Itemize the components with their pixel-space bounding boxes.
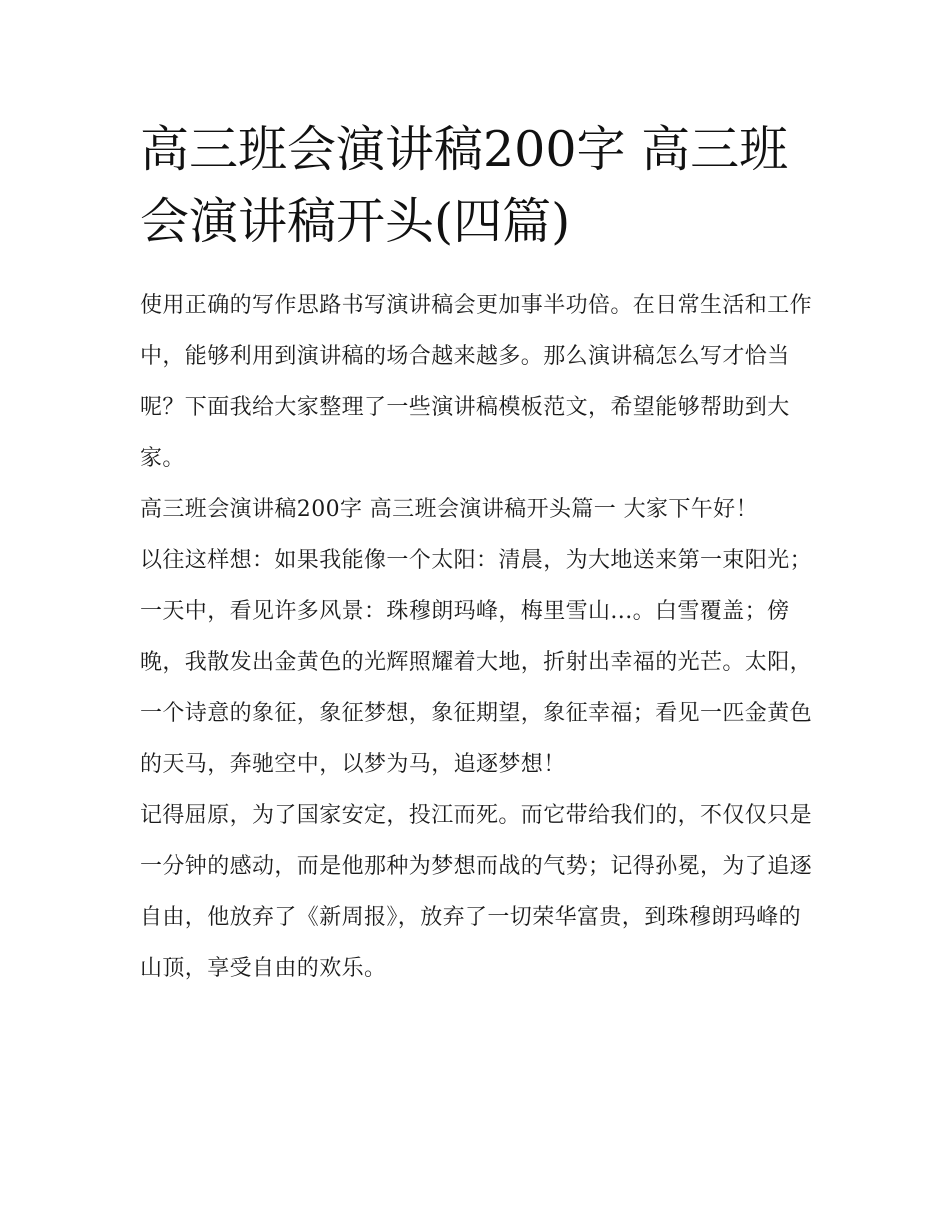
document-title: 高三班会演讲稿200字 高三班会演讲稿开头(四篇) bbox=[140, 121, 789, 250]
document-body bbox=[140, 280, 812, 994]
body-paragraph: 记得屈原，为了国家安定，投江而死。而它带给我们的，不仅仅只是一分钟的感动，而是他那种为梦想而战的气势；记得孙冕，为了追逐自由，他放弃了《新周报》，放弃了一切荣华富贵，到珠穆朗玛峰的山顶，享受自由的欢乐。 bbox=[140, 803, 813, 981]
intro-paragraph: 使用正确的写作思路书写演讲稿会更加事半功倍。在日常生活和工作中，能够利用到演讲稿的场合越来越多。那么演讲稿怎么写才恰当呢？下面我给大家整理了一些演讲稿模板范文，希望能够帮助到大家。 bbox=[140, 293, 813, 471]
section-heading-paragraph: 高三班会演讲稿200字 高三班会演讲稿开头篇一 大家下午好！ bbox=[140, 497, 758, 522]
body-paragraph: 以往这样想：如果我能像一个太阳：清晨，为大地送来第一束阳光；一天中，看见许多风景：珠穆朗玛峰，梅里雪山...。白雪覆盖；傍晚，我散发出金黄色的光辉照耀着大地，折射出幸福的光芒。太阳，一个诗意的象征，象征梦想，象征期望，象征幸福；看见一匹金黄色的天马，奔驰空中，以梦为马，追逐梦想！ bbox=[140, 548, 813, 777]
